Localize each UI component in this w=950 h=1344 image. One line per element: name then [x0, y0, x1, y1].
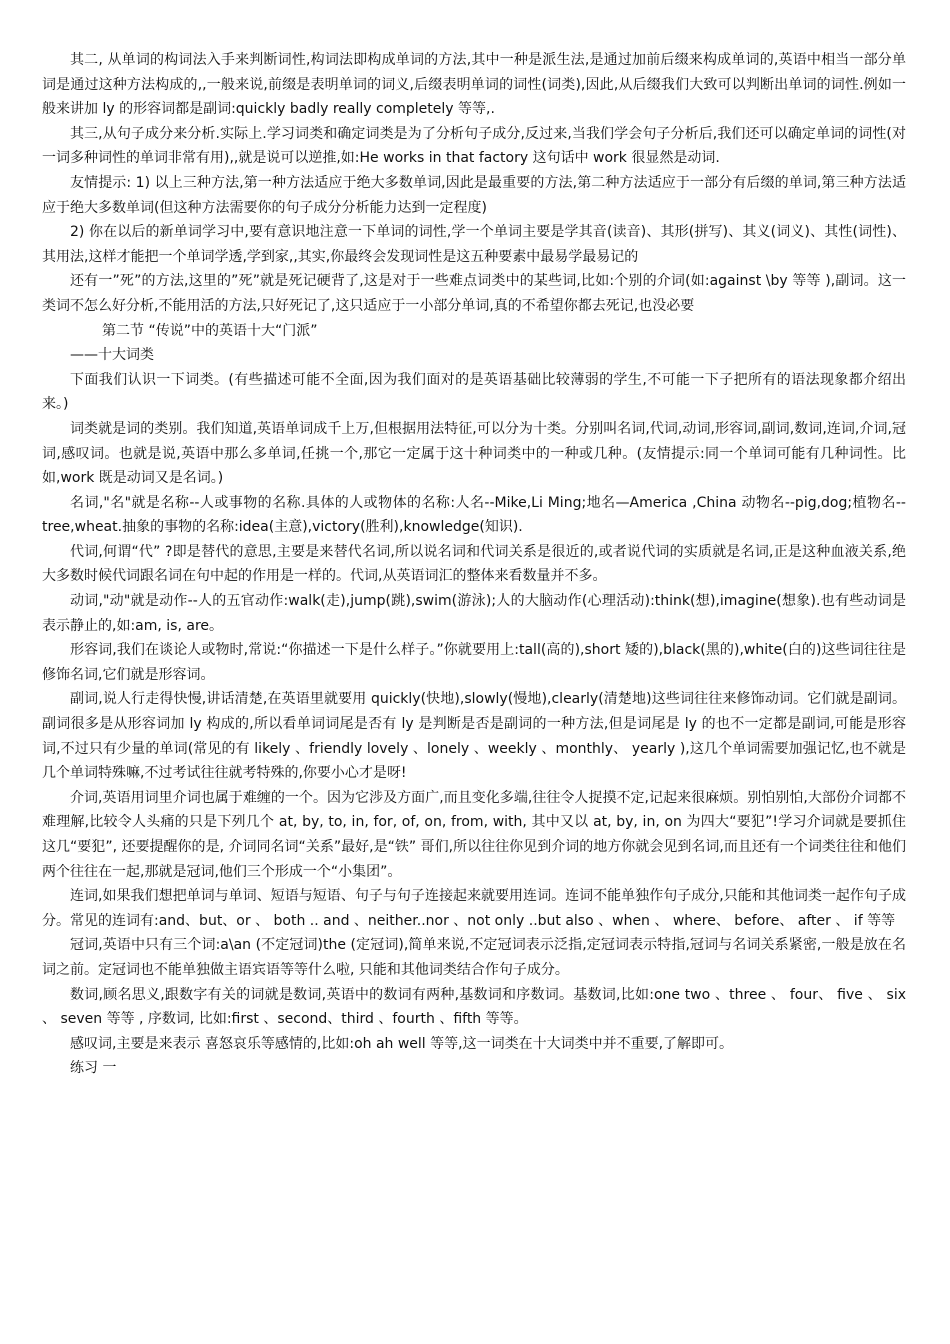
paragraph-adjective: 形容词,我们在谈论人或物时,常说:“你描述一下是什么样子。”你就要用上:tall(高的),short 矮的),black(黑的),white(白的)这些词往往是修饰名词,它们就是形容词。 [42, 642, 906, 683]
paragraph-sentence-analysis: 其三,从句子成分来分析.实际上.学习词类和确定词类是为了分析句子成分,反过来,当我们学会句子分析后,我们还可以确定单词的词性(对一词多种词性的单词非常有用),,就是说可以逆推,如:He works in that factory 这句话中 work 很显然是动词. [42, 125, 906, 167]
document-page [42, 48, 906, 1081]
paragraph-preposition: 介词,英语用词里介词也属于难缠的一个。因为它涉及方面广,而且变化多端,往往令人捉摸不定,记起来很麻烦。别怕别怕,大部份介词都不难理解,比较令人头痛的只是下列几个 at, by, to, in, for, of, on, from, with, 其中又以 at, by, in, on 为四大“要犯”!学习介词就是要抓住这几“要犯”, 还要提醒你的是, 介词同名词“关系”最好,是“铁” 哥们,所以往往你见到介词的地方你就会见到名词,而且还有一个词类往往和他们两个往往在一起,那就是冠词,他们三个形成一个“小集团”。 [42, 789, 906, 880]
paragraph-word-classes: 词类就是词的类别。我们知道,英语单词成千上万,但根据用法特征,可以分为十类。分别叫名词,代词,动词,形容词,副词,数词,连词,介词,冠词,感叹词。也就是说,英语中那么多单词,任挑一个,那它一定属于这十种词类中的一种或几种。(友情提示:同一个单词可能有几种词性。比如,work 既是动词又是名词。) [42, 420, 906, 487]
paragraph-numeral: 数词,顾名思义,跟数字有关的词就是数词,英语中的数词有两种,基数词和序数词。基数词,比如:one two 、three 、 four、 five 、 six 、 seven 等等 , 序数词, 比如:first 、second、third 、fourth 、fifth 等等。 [42, 986, 906, 1028]
paragraph-conjunction: 连词,如果我们想把单词与单词、短语与短语、句子与句子连接起来就要用连词。连词不能单独作句子成分,只能和其他词类一起作句子成分。常见的连词有:and、but、or 、 both .. and 、neither..nor 、not only ..but also 、when 、 where、 before、 after 、 if 等等 [42, 888, 906, 929]
paragraph-adverb: 副词,说人行走得快慢,讲话清楚,在英语里就要用 quickly(快地),slowly(慢地),clearly(清楚地)这些词往往来修饰动词。它们就是副词。副词很多是从形容词加 ly 构成的,所以看单词词尾是否有 ly 是判断是否是副词的一种方法,但是词尾是 ly 的也不一定都是副词,可能是形容词,不过只有少量的单词(常见的有 likely 、friendly lovely 、lonely 、weekly 、monthly、 yearly ),这几个单词需要加强记忆,也不就是几个单词特殊嘛,不过考试往往就考特殊的,你要小心才是呀! [42, 691, 906, 782]
paragraph-friendly-tip-2: 2) 你在以后的新单词学习中,要有意识地注意一下单词的词性,学一个单词主要是学其音(读音)、其形(拼写)、其义(词义)、其性(词性)、其用法,这样才能把一个单词学透,学到家,,其实,你最终会发现词性是这五种要素中最易学最易记的 [42, 224, 906, 265]
paragraph-friendly-tip-1: 友情提示: 1) 以上三种方法,第一种方法适应于绝大多数单词,因此是最重要的方法,第二种方法适应于一部分有后缀的单词,第三种方法适应于绝大多数单词(但这种方法需要你的句子成分分析能力达到一定程度) [42, 174, 906, 216]
paragraph-interjection: 感叹词,主要是来表示 喜怒哀乐等感情的,比如:oh ah well 等等,这一词类在十大词类中并不重要,了解即可。 [70, 1035, 734, 1052]
paragraph-rote-method: 还有一”死”的方法,这里的”死”就是死记硬背了,这是对于一些难点词类中的某些词,比如:个别的介词(如:against \by 等等 ),副词。这一类词不怎么好分析,不能用活的方法,只好死记了,这只适应于一小部分单词,真的不希望你都去死记,也没必要 [42, 273, 906, 314]
section-title: 第二节 “传说”中的英语十大“门派” [102, 322, 318, 339]
paragraph-article: 冠词,英语中只有三个词:a\an (不定冠词)the (定冠词),简单来说,不定冠词表示泛指,定冠词表示特指,冠词与名词关系紧密,一般是放在名词之前。定冠词也不能单独做主语宾语等等什么啦, 只能和其他词类结合作句子成分。 [42, 937, 906, 978]
paragraph-pronoun: 代词,何谓“代” ?即是替代的意思,主要是来替代名词,所以说名词和代词关系是很近的,或者说代词的实质就是名词,正是这种血液关系,绝大多数时候代词跟名词在句中起的作用是一样的。代词,从英语词汇的整体来看数量并不多。 [42, 543, 906, 585]
section-subtitle: ——十大词类 [70, 347, 154, 364]
paragraph-word-formation: 其二, 从单词的构词法入手来判断词性,构词法即构成单词的方法,其中一种是派生法,是通过加前后缀来构成单词的,英语中相当一部分单词是通过这种方法构成的,,一般来说,前缀是表明单词的词义,后缀表明单词的词性(词类),因此,从后缀我们大致可以判断出单词的词性.例如一般来讲加 ly 的形容词都是副词:quickly badly really completely 等等,. [42, 52, 906, 118]
paragraph-noun: 名词,"名"就是名称--人或事物的名称.具体的人或物体的名称:人名--Mike,Li Ming;地名—America ,China 动物名--pig,dog;植物名--tree,wheat.抽象的事物的名称:idea(主意),victory(胜利),knowledge(知识). [42, 494, 906, 536]
paragraph-verb: 动词,"动"就是动作--人的五官动作:walk(走),jump(跳),swim(游泳);人的大脑动作(心理活动):think(想),imagine(想象).也有些动词是表示静止的,如:am, is, are。 [42, 593, 906, 634]
paragraph-intro: 下面我们认识一下词类。(有些描述可能不全面,因为我们面对的是英语基础比较薄弱的学生,不可能一下子把所有的语法现象都介绍出来。) [42, 371, 906, 413]
exercise-label: 练习 一 [70, 1060, 117, 1077]
